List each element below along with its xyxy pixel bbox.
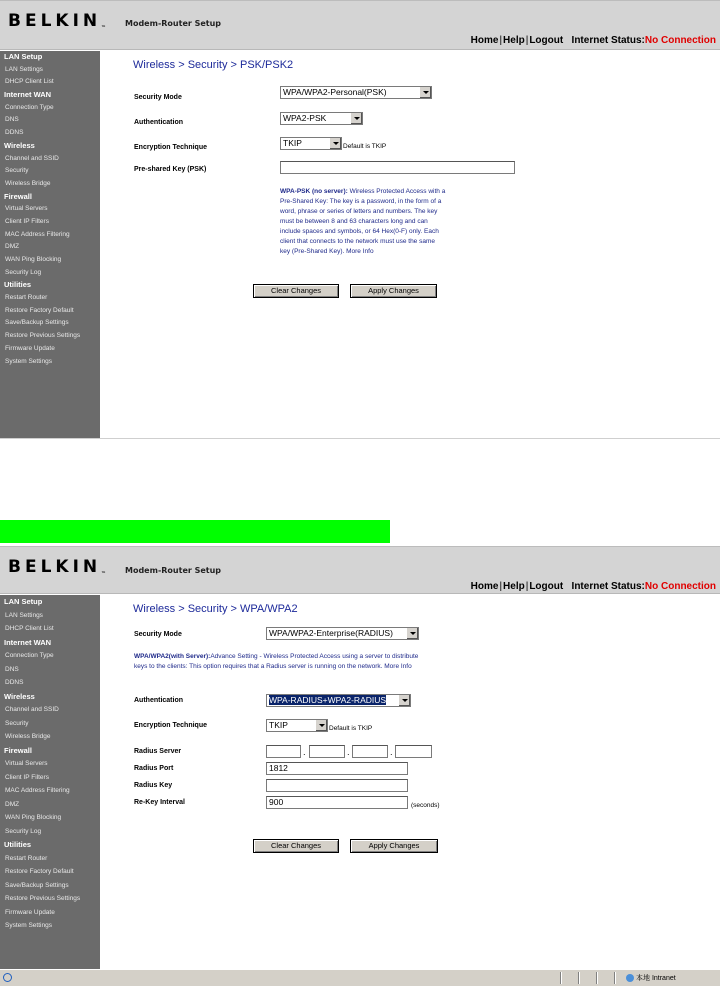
sidebar-item[interactable]: LAN Settings bbox=[5, 611, 43, 619]
chevron-down-icon bbox=[419, 87, 431, 98]
radius-key-label: Radius Key bbox=[134, 782, 173, 789]
sidebar-item[interactable]: Firmware Update bbox=[5, 344, 55, 352]
sidebar-section-heading: LAN Setup bbox=[4, 52, 43, 61]
sidebar-item[interactable]: DNS bbox=[5, 116, 19, 124]
sidebar-item[interactable]: Channel and SSID bbox=[5, 706, 59, 713]
page-title: Wireless > Security > PSK/PSK2 bbox=[133, 59, 294, 71]
security-mode-label: Security Mode bbox=[134, 631, 182, 638]
apply-changes-button[interactable]: Apply Changes bbox=[350, 839, 438, 853]
radius-server-octet-4[interactable] bbox=[395, 745, 432, 758]
sidebar-item[interactable]: Save/Backup Settings bbox=[5, 881, 69, 889]
globe-icon bbox=[626, 974, 634, 982]
authentication-select[interactable]: WPA2-PSK bbox=[280, 112, 363, 125]
encryption-default-note: Default is TKIP bbox=[329, 725, 373, 732]
status-pane bbox=[578, 972, 580, 984]
authentication-select[interactable]: WPA-RADIUS+WPA2-RADIUS bbox=[266, 694, 411, 707]
status-pane bbox=[560, 972, 562, 984]
sidebar-item[interactable]: Client IP Filters bbox=[5, 217, 49, 225]
radius-port-label: Radius Port bbox=[134, 765, 174, 772]
router-setup-window-wpa bbox=[0, 546, 720, 986]
belkin-logo: BELKIN™ bbox=[8, 557, 107, 577]
internet-status-label: Internet Status: bbox=[571, 581, 645, 592]
sidebar-item[interactable]: DHCP Client List bbox=[5, 625, 54, 632]
sidebar-item[interactable]: Restore Factory Default bbox=[5, 868, 74, 875]
more-info-link[interactable]: More Info bbox=[384, 662, 412, 670]
chevron-down-icon bbox=[329, 138, 341, 149]
internet-status-value: No Connection bbox=[644, 581, 716, 592]
sidebar-item[interactable]: Virtual Servers bbox=[5, 205, 48, 213]
sidebar-item[interactable]: Client IP Filters bbox=[5, 773, 49, 781]
sidebar-item[interactable]: Save/Backup Settings bbox=[5, 319, 69, 327]
sidebar-item[interactable]: DDNS bbox=[5, 129, 24, 137]
app-title: Modem-Router Setup bbox=[125, 19, 222, 28]
sidebar-item[interactable]: System Settings bbox=[5, 922, 52, 929]
sidebar-item[interactable]: WAN Ping Blocking bbox=[5, 814, 62, 821]
internet-status-label: Internet Status: bbox=[571, 35, 645, 46]
encryption-label: Encryption Technique bbox=[134, 144, 207, 151]
sidebar-nav bbox=[0, 595, 100, 986]
encryption-select[interactable]: TKIP bbox=[266, 719, 328, 732]
rekey-interval-label: Re-Key Interval bbox=[134, 799, 185, 806]
psk-help-text: WPA-PSK (no server): Wireless Protected Access with a Pre-Shared Key: The key is a password, in the form of a word, phrase or series of letters and numbers. The key must be between 8 and 63 characters long and can include spaces and symbols, or 64 Hex(0-F) only. Each client that connects to the network must use the same key (Pre-Shared Key). More Info bbox=[280, 188, 446, 255]
octet-separator: . bbox=[347, 748, 350, 757]
top-links: Home|Help|Logout Internet Status:No Connection bbox=[470, 581, 716, 592]
sidebar-section-heading: LAN Setup bbox=[4, 597, 43, 606]
browser-status-bar bbox=[0, 969, 720, 986]
status-pane bbox=[596, 972, 598, 984]
sidebar-item[interactable]: Security bbox=[5, 167, 29, 175]
sidebar-item[interactable]: Firmware Update bbox=[5, 908, 55, 916]
octet-separator: . bbox=[390, 748, 393, 757]
home-link[interactable]: Home bbox=[470, 35, 499, 46]
sidebar-item[interactable]: Restart Router bbox=[5, 854, 48, 862]
chevron-down-icon bbox=[398, 695, 410, 706]
sidebar-item[interactable]: DHCP Client List bbox=[5, 78, 54, 86]
sidebar-section-heading: Utilities bbox=[4, 280, 32, 290]
sidebar-item[interactable]: DDNS bbox=[5, 679, 24, 686]
security-mode-label: Security Mode bbox=[134, 94, 182, 101]
main-content bbox=[101, 595, 720, 986]
sidebar-item[interactable]: Security bbox=[5, 719, 29, 727]
help-link[interactable]: Help bbox=[503, 581, 525, 592]
encryption-label: Encryption Technique bbox=[134, 722, 207, 729]
home-link[interactable]: Home bbox=[470, 581, 499, 592]
sidebar-item[interactable]: MAC Address Filtering bbox=[5, 787, 70, 794]
app-title: Modem-Router Setup bbox=[125, 566, 222, 575]
sidebar-item[interactable]: Connection Type bbox=[5, 652, 54, 659]
sidebar-section-heading: Firewall bbox=[4, 745, 32, 755]
sidebar-item[interactable]: DMZ bbox=[5, 800, 20, 808]
radius-server-octet-3[interactable] bbox=[352, 745, 388, 758]
sidebar-item[interactable]: Security Log bbox=[5, 827, 42, 835]
encryption-select[interactable]: TKIP bbox=[280, 137, 342, 150]
sidebar-item[interactable]: MAC Address Filtering bbox=[5, 230, 70, 238]
sidebar-item[interactable]: Restore Previous Settings bbox=[5, 895, 81, 902]
internet-status-value: No Connection bbox=[644, 35, 716, 46]
radius-server-octet-1[interactable] bbox=[266, 745, 301, 758]
psk-input[interactable] bbox=[280, 161, 515, 174]
sidebar-item[interactable]: WAN Ping Blocking bbox=[5, 256, 62, 263]
clear-changes-button[interactable]: Clear Changes bbox=[253, 839, 339, 853]
sidebar-item[interactable]: Wireless Bridge bbox=[5, 733, 51, 740]
sidebar-item[interactable]: Restore Previous Settings bbox=[5, 332, 81, 340]
sidebar-item[interactable]: Security Log bbox=[5, 268, 42, 276]
sidebar-item[interactable]: Restart Router bbox=[5, 294, 48, 302]
top-links: Home|Help|Logout Internet Status:No Connection bbox=[470, 35, 716, 46]
radius-server-label: Radius Server bbox=[134, 748, 182, 755]
belkin-logo: BELKIN™ bbox=[8, 11, 107, 31]
status-pane bbox=[614, 972, 616, 984]
radius-key-input[interactable] bbox=[266, 779, 408, 792]
page-title: Wireless > Security > WPA/WPA2 bbox=[133, 603, 298, 615]
sidebar-section-heading: Firewall bbox=[4, 191, 32, 201]
sidebar-nav bbox=[0, 51, 100, 438]
ie-page-icon bbox=[3, 973, 12, 982]
psk-label: Pre-shared Key (PSK) bbox=[134, 166, 207, 173]
sidebar-item[interactable]: Wireless Bridge bbox=[5, 179, 51, 187]
authentication-label: Authentication bbox=[134, 697, 183, 704]
sidebar-section-heading: Internet WAN bbox=[4, 637, 52, 647]
security-mode-select[interactable]: WPA/WPA2-Personal(PSK) bbox=[280, 86, 432, 99]
sidebar-section-heading: Utilities bbox=[4, 840, 32, 849]
logout-link[interactable]: Logout bbox=[529, 581, 564, 592]
apply-changes-button[interactable]: Apply Changes bbox=[350, 284, 437, 298]
sidebar-item[interactable]: System Settings bbox=[5, 357, 52, 365]
sidebar-section-heading: Wireless bbox=[4, 140, 35, 150]
radius-server-octet-2[interactable] bbox=[309, 745, 345, 758]
authentication-label: Authentication bbox=[134, 119, 183, 126]
header-bar bbox=[0, 546, 720, 594]
main-content bbox=[101, 51, 720, 438]
encryption-default-note: Default is TKIP bbox=[343, 143, 387, 150]
sidebar-item[interactable]: Virtual Servers bbox=[5, 760, 48, 767]
sidebar-section-heading: Wireless bbox=[4, 691, 35, 701]
router-setup-window-psk bbox=[0, 0, 720, 439]
help-link[interactable]: Help bbox=[503, 35, 525, 46]
octet-separator: . bbox=[303, 748, 306, 757]
clear-changes-button[interactable]: Clear Changes bbox=[253, 284, 339, 298]
sidebar-item[interactable]: Restore Factory Default bbox=[5, 306, 74, 314]
enterprise-help-text: WPA/WPA2(with Server):Advance Setting - Wireless Protected Access using a server to distribute keys to the clients: This option requires that a Radius server is running on the network. More Info bbox=[134, 653, 419, 670]
chevron-down-icon bbox=[350, 113, 362, 124]
sidebar-item[interactable]: Channel and SSID bbox=[5, 154, 59, 162]
header-bar bbox=[0, 0, 720, 50]
chevron-down-icon bbox=[315, 720, 327, 731]
sidebar-item[interactable]: DMZ bbox=[5, 243, 20, 251]
security-zone: 本地 Intranet bbox=[626, 973, 676, 983]
sidebar-item[interactable]: LAN Settings bbox=[5, 65, 43, 73]
sidebar-item[interactable]: Connection Type bbox=[5, 103, 54, 111]
rekey-interval-input[interactable]: 900 bbox=[266, 796, 408, 809]
sidebar-section-heading: Internet WAN bbox=[4, 90, 52, 100]
security-mode-select[interactable]: WPA/WPA2-Enterprise(RADIUS) bbox=[266, 627, 419, 640]
highlight-bar bbox=[0, 520, 390, 543]
rekey-unit-note: (seconds) bbox=[411, 802, 440, 809]
logout-link[interactable]: Logout bbox=[529, 35, 564, 46]
sidebar-item[interactable]: DNS bbox=[5, 665, 19, 673]
chevron-down-icon bbox=[406, 628, 418, 639]
radius-port-input[interactable]: 1812 bbox=[266, 762, 408, 775]
more-info-link[interactable]: More Info bbox=[346, 248, 374, 255]
